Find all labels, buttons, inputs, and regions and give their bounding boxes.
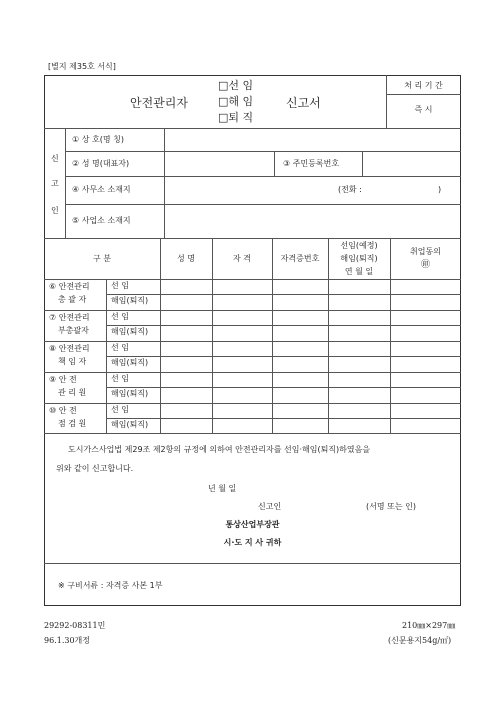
processing-period-label: 처 리 기 간 [404, 81, 443, 90]
statement-line-1: 도시가스사업법 제29조 제2항의 규정에 의하여 안전관리자를 선임·해임(퇴직)하였음을 [68, 445, 371, 454]
processing-period-value: 즉 시 [414, 105, 433, 114]
reporter-signature-label: 신고인 [258, 502, 282, 511]
row-type-1b: 해임(퇴직) [111, 296, 149, 305]
paper-size: 210㎜×297㎜ [402, 621, 456, 630]
title-option-retire: □퇴 직 [218, 111, 254, 124]
row-type-4a: 선 임 [111, 374, 129, 383]
row-type-5a: 선 임 [111, 405, 129, 414]
header-date-1: 선임(예정) [340, 241, 378, 250]
statement-line-2: 위와 같이 신고합니다. [56, 464, 134, 473]
business-name-label: ① 상 호(명 칭) [72, 135, 124, 144]
title-option-appoint: □선 임 [218, 79, 254, 92]
phone-close: ) [438, 185, 442, 194]
row-label-5a: ⑩ 안 전 [49, 406, 77, 415]
signature-note: (서명 또는 인) [366, 502, 416, 511]
row-type-2a: 선 임 [111, 312, 129, 321]
site-address-label: ⑤ 사업소 소재지 [72, 216, 131, 225]
paper-type: (신문용지54g/㎡) [388, 636, 452, 645]
row-label-2a: ⑦ 안전관리 [49, 313, 90, 322]
title-left: 안전관리자 [130, 96, 188, 110]
row-type-2b: 해임(퇴직) [111, 327, 149, 336]
row-label-1a: ⑥ 안전관리 [49, 282, 90, 291]
reporter-label-3: 인 [51, 206, 59, 215]
title-right: 신고서 [286, 96, 321, 110]
seal-icon: ㊞ [420, 260, 430, 270]
header-date-3: 연 월 일 [344, 267, 374, 276]
resident-number-label: ③ 주민등록번호 [283, 159, 340, 168]
reporter-label-2: 고 [51, 179, 59, 188]
row-type-4b: 해임(퇴직) [111, 389, 149, 398]
row-label-2b: 부총괄자 [58, 326, 89, 335]
representative-label: ② 성 명(대표자) [72, 159, 130, 168]
title-option-dismiss: □해 임 [218, 95, 254, 108]
report-date: 년 월 일 [208, 484, 237, 493]
header-qualification: 자 격 [233, 254, 251, 263]
row-type-3a: 선 임 [111, 343, 129, 352]
row-label-4a: ⑨ 안 전 [49, 375, 77, 384]
header-cert-number: 자격증번호 [280, 254, 320, 263]
row-type-3b: 해임(퇴직) [111, 358, 149, 367]
attachment-note: ※ 구비서류 : 자격증 사본 1부 [58, 581, 163, 590]
form-revision: 96.1.30개정 [44, 636, 90, 645]
header-consent: 취업동의 [410, 247, 441, 256]
row-label-3b: 책 임 자 [58, 357, 87, 366]
row-type-5b: 해임(퇴직) [111, 420, 149, 429]
phone-label: (전화 : [338, 185, 362, 194]
header-date-2: 해임(퇴직) [340, 254, 378, 263]
minister-name: 통상산업부장관 [225, 520, 280, 529]
office-address-label: ④ 사무소 소재지 [72, 185, 131, 194]
row-label-5b: 점 검 원 [58, 419, 87, 428]
recipient: 시·도 지 사 귀하 [223, 538, 282, 547]
form-code: 29292-08311민 [44, 621, 106, 630]
reporter-label-1: 신 [51, 154, 59, 163]
header-name: 성 명 [177, 254, 195, 263]
row-type-1a: 선 임 [111, 281, 129, 290]
form-number: [별지 제35호 서식] [48, 62, 116, 71]
row-label-3a: ⑧ 안전관리 [49, 344, 90, 353]
row-label-1b: 총 괄 자 [58, 295, 87, 304]
row-label-4b: 관 리 원 [58, 388, 87, 397]
header-division: 구 분 [93, 254, 111, 263]
